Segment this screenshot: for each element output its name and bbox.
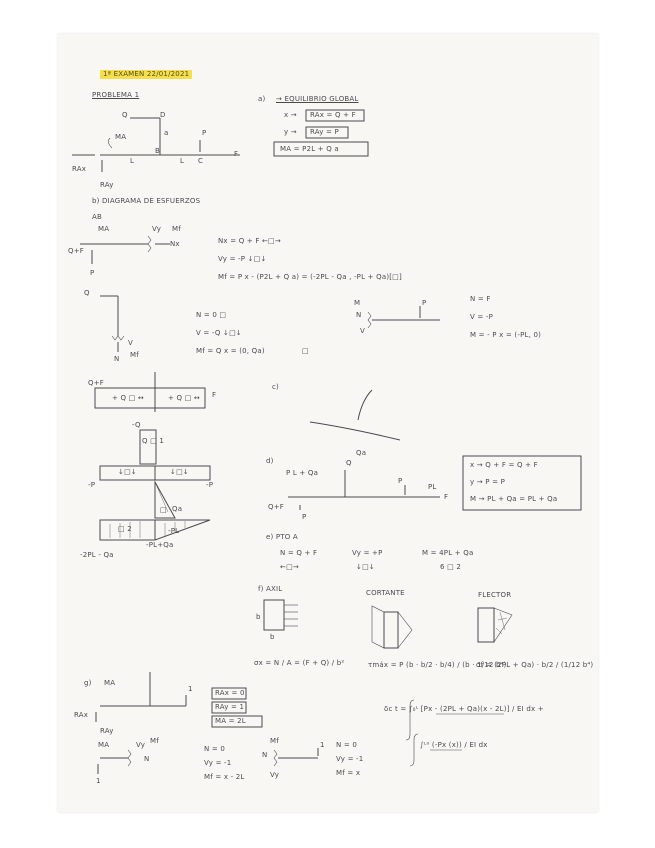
part-g-label: g) <box>84 679 92 687</box>
d-mf: Mf <box>130 351 139 359</box>
bend-sym-2: □ 2 <box>118 525 132 533</box>
fig-cut-right <box>368 306 440 328</box>
axial-qf: Q+F <box>88 379 105 387</box>
shear-label-2: ↓□↓ <box>170 468 189 476</box>
d-q: Q <box>84 289 90 297</box>
fig1-p: P <box>202 129 207 137</box>
d-eq-v: V = -Q ↓□↓ <box>196 329 242 337</box>
e-v: Vy = +P <box>352 549 383 557</box>
virtual-work-integral-1: δc t = ∫₀ᴸ [Px - (2PL + Qa)(x - 2L)] / EI dx + <box>384 705 544 713</box>
ab-mf: Mf <box>172 225 181 233</box>
c-eq-v: V = -P <box>470 313 494 321</box>
fig1-f: F <box>234 150 239 158</box>
part-a-title: → EQUILIBRIO GLOBAL <box>276 95 359 103</box>
problem-title: PROBLEMA 1 <box>92 91 140 99</box>
ab-qf: Q+F <box>68 247 85 255</box>
shear-p-left: -P <box>88 481 96 489</box>
e-m: M = 4PL + Qa <box>422 549 474 557</box>
fig1-l1: L <box>130 157 135 165</box>
d-eq-m: Mf = Q x = (0, Qa) <box>196 347 265 355</box>
g-cut1-n: N <box>144 755 150 763</box>
g-s2-n: N = 0 <box>336 741 358 749</box>
fig1-d: D <box>160 111 166 119</box>
g-cut1-ma: MA <box>98 741 110 749</box>
part-a-x-label: x → <box>284 111 297 119</box>
axial-f: F <box>212 391 217 399</box>
fig1-l2: L <box>180 157 185 165</box>
d-eq-n: N = 0 □ <box>196 311 227 319</box>
e-n: N = Q + F <box>280 549 318 557</box>
fig1-c: C <box>198 157 204 165</box>
exam-title: 1ª EXAMEN 22/01/2021 <box>100 70 192 79</box>
virtual-work-integral-2: ∫ᴸ⁰ (-Px (x)) / EI dx <box>420 741 488 749</box>
c-p: P <box>422 299 427 307</box>
part-c-label: c) <box>272 383 279 391</box>
g-cut1-mf: Mf <box>150 737 159 745</box>
g-eq-ma: MA = 2L <box>215 717 246 725</box>
g-eq-ray: RAy = 1 <box>215 703 245 711</box>
shear-label-1: ↓□↓ <box>118 468 137 476</box>
fig-axial-diagram <box>95 372 205 412</box>
part-a-y-eq: RAy = P <box>310 128 339 136</box>
g-s2-v: Vy = -1 <box>336 755 364 763</box>
ab-eq-m: Mf = P x - (P2L + Q a) = (-2PL - Qa , -PL + Qa)[□] <box>218 273 402 281</box>
part-f-flector: FLECTOR <box>478 591 512 599</box>
ab-vy: Vy <box>152 225 162 233</box>
fig-part-f-sections <box>264 600 512 648</box>
bend-base: -2PL - Qa <box>80 551 114 559</box>
fig1-q: Q <box>122 111 128 119</box>
ab-nx: Nx <box>170 240 180 248</box>
e-v-sym: ↓□↓ <box>356 563 375 571</box>
bend-plqa: -PL+Qa <box>146 541 174 549</box>
fig1-b: B <box>155 147 161 155</box>
d-p2: P <box>302 513 307 521</box>
d-check-x: x → Q + F = Q + F <box>470 461 538 469</box>
part-d-label: d) <box>266 457 274 465</box>
g-cut2-n: N <box>262 751 268 759</box>
g-rax: RAx <box>74 711 89 719</box>
part-a-y-label: y → <box>284 128 297 136</box>
g-one: 1 <box>188 685 193 693</box>
fig1-ray: RAy <box>100 181 114 189</box>
ab-ma: MA <box>98 225 110 233</box>
c-v: V <box>360 327 365 335</box>
g-cut2-one: 1 <box>320 741 325 749</box>
fig-cut-d <box>100 296 124 352</box>
section-b-horizontal: b <box>270 633 275 641</box>
fig-part-c-curve <box>310 390 400 440</box>
d-pl: PL <box>428 483 437 491</box>
fig1-ma: MA <box>115 133 127 141</box>
d-p: P <box>398 477 403 485</box>
d-qf: Q+F <box>268 503 285 511</box>
g-s2-m: Mf = x <box>336 769 361 777</box>
segment-ab-label: AB <box>92 213 102 221</box>
g-cut1-vy: Vy <box>136 741 146 749</box>
ab-eq-n: Nx = Q + F ←□→ <box>218 237 281 245</box>
d-check-m: M → PL + Qa = PL + Qa <box>470 495 558 503</box>
g-cut2-mf: Mf <box>270 737 279 745</box>
part-f-axil: f) AXIL <box>258 585 283 593</box>
part-a-m-eq: MA = P2L + Q a <box>280 145 339 153</box>
fig1-a: a <box>164 129 169 137</box>
d-eq-symbol: □ <box>302 347 309 355</box>
section-b-vertical: b <box>256 613 261 621</box>
tau-max-formula: τmáx = P (b · b/2 · b/4) / (b · 1/12 b⁴) <box>368 661 507 669</box>
g-ray: RAy <box>100 727 114 735</box>
g-s1-n: N = 0 <box>204 745 226 753</box>
sigma-x-formula: σx = N / A = (F + Q) / b² <box>254 659 345 667</box>
d-qa: Qa <box>356 449 367 457</box>
c-n: N <box>356 311 362 319</box>
fig1-rax: RAx <box>72 165 87 173</box>
d-check-y: y → P = P <box>470 478 506 486</box>
fig-global-frame <box>72 118 240 172</box>
g-cut2-vy: Vy <box>270 771 280 779</box>
shear-vertical-label: Q □ 1 <box>142 437 165 445</box>
e-n-sym: ←□→ <box>280 563 299 571</box>
ab-eq-v: Vy = -P ↓□↓ <box>218 255 267 263</box>
d-f: F <box>444 493 449 501</box>
d-q-top: Q <box>346 459 352 467</box>
bend-pl: -PL <box>168 527 180 535</box>
c-m: M <box>354 299 361 307</box>
part-f-cortante: CORTANTE <box>366 589 405 597</box>
axial-label-1: + Q □ ↔ <box>112 394 144 402</box>
fig-ab-free-body <box>80 236 170 264</box>
part-a-label: a) <box>258 95 266 103</box>
shear-p-right: -P <box>206 481 214 489</box>
g-s1-v: Vy = -1 <box>204 759 232 767</box>
fig-bending-diagram <box>100 482 210 540</box>
c-eq-m: M = - P x = (-PL, 0) <box>470 331 542 339</box>
d-n: N <box>114 355 120 363</box>
g-ma: MA <box>104 679 116 687</box>
g-cut1-a: 1 <box>96 777 101 785</box>
part-a-x-eq: RAx = Q + F <box>310 111 356 119</box>
part-e-title: e) PTO A <box>266 533 298 541</box>
sigma-f-formula: σf = (2PL + Qa) · b/2 / (1/12 b⁴) <box>476 661 594 669</box>
c-eq-n: N = F <box>470 295 491 303</box>
ab-p: P <box>90 269 95 277</box>
bend-qa: Qa <box>172 505 183 513</box>
d-v: V <box>128 339 133 347</box>
g-s1-m: Mf = x - 2L <box>204 773 245 781</box>
d-plqa: P L + Qa <box>286 469 319 477</box>
g-eq-rax: RAx = 0 <box>215 689 245 697</box>
axial-label-2: + Q □ ↔ <box>168 394 200 402</box>
bend-sym-1: □ <box>160 506 167 514</box>
part-b-title: b) DIAGRAMA DE ESFUERZOS <box>92 197 201 205</box>
shear-top: -Q <box>132 421 141 429</box>
e-m-sym: 6 □ 2 <box>440 563 461 571</box>
